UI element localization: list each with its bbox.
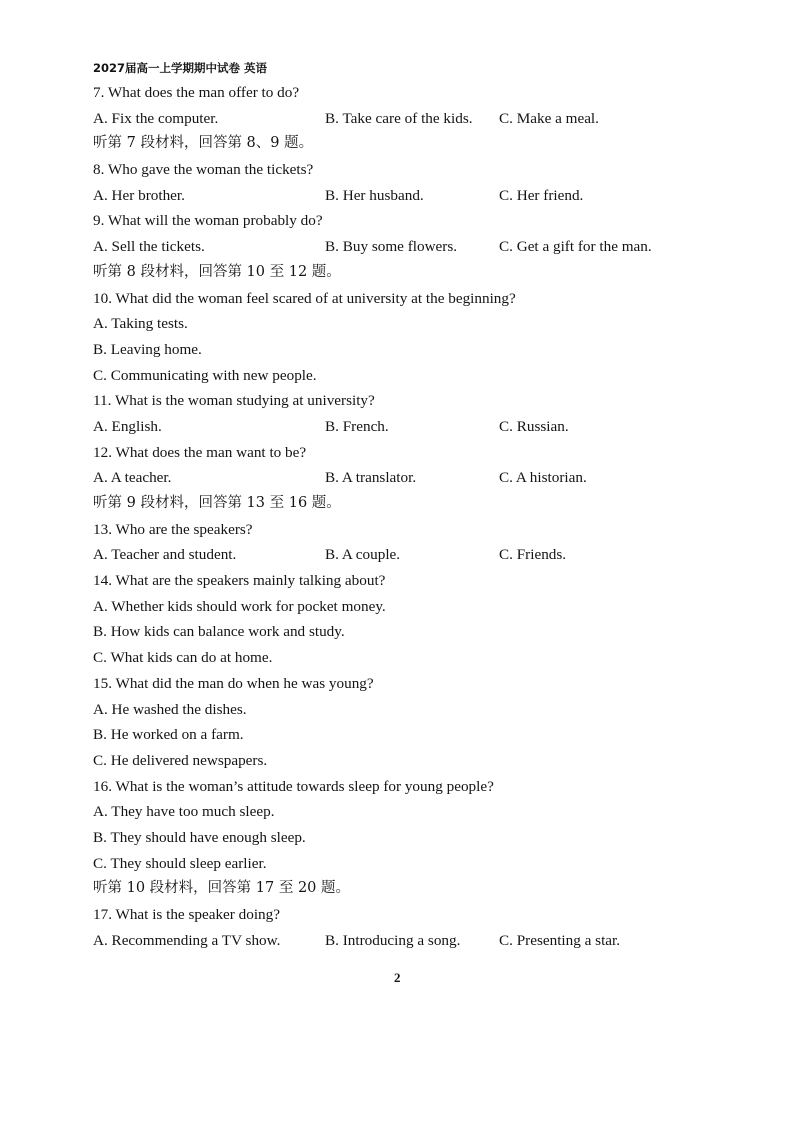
option-b: B. Her husband. [325,186,424,204]
question-line: B. Leaving home. [93,340,202,358]
question-line: B. How kids can balance work and study. [93,623,345,641]
options-row [93,465,733,491]
question-line: 14. What are the speakers mainly talking about? [93,572,386,590]
question-line: B. They should have enough sleep. [93,828,306,846]
option-b: B. A couple. [325,546,401,564]
page-number: 2 [394,970,401,985]
option-a: A. Teacher and student. [93,546,237,564]
option-c: C. Russian. [499,417,569,435]
option-b: B. Introducing a song. [325,931,461,949]
option-b: B. French. [325,417,389,435]
question-list [93,80,733,953]
question-line: 8. Who gave the woman the tickets? [93,161,314,179]
question-line: A. He washed the dishes. [93,700,247,718]
option-a: A. A teacher. [93,469,172,487]
option-a: A. English. [93,417,162,435]
question-line: 11. What is the woman studying at university? [93,392,375,410]
options-row [93,234,733,260]
option-c: C. Her friend. [499,186,584,204]
question-line: B. He worked on a farm. [93,726,244,744]
options-row [93,106,733,132]
question-line: A. Taking tests. [93,315,188,333]
options-row [93,542,733,568]
option-b: B. A translator. [325,469,417,487]
options-row [93,414,733,440]
section-instruction: 听第 9 段材料，回答第 13 至 16 题。 [93,495,341,511]
question-line: 9. What will the woman probably do? [93,212,323,230]
question-line: 10. What did the woman feel scared of at university at the beginning? [93,289,516,307]
options-row [93,183,733,209]
option-a: A. Recommending a TV show. [93,931,281,949]
question-line: C. He delivered newspapers. [93,751,268,769]
question-line: 12. What does the man want to be? [93,443,307,461]
question-line: 16. What is the woman’s attitude towards sleep for young people? [93,777,494,795]
exam-header: 2027届高一上学期期中试卷 英语 [93,61,268,75]
section-instruction: 听第 8 段材料，回答第 10 至 12 题。 [93,263,341,280]
question-line: A. They have too much sleep. [93,803,275,821]
option-c: C. Get a gift for the man. [499,238,652,256]
option-b: B. Take care of the kids. [325,109,473,127]
option-c: C. Presenting a star. [499,931,621,949]
option-c: C. Friends. [499,546,567,564]
options-row [93,928,733,954]
question-line: 7. What does the man offer to do? [93,84,300,101]
question-line: C. What kids can do at home. [93,649,273,667]
option-a: A. Sell the tickets. [93,238,205,256]
option-a: A. Her brother. [93,186,185,204]
question-line: 17. What is the speaker doing? [93,906,280,923]
option-c: C. A historian. [499,469,587,487]
section-instruction: 听第 7 段材料，回答第 8、9 题。 [93,135,314,152]
question-line: 15. What did the man do when he was young? [93,674,374,692]
question-line: C. They should sleep earlier. [93,854,267,872]
option-b: B. Buy some flowers. [325,238,458,256]
section-instruction: 听第 10 段材料，回答第 17 至 20 题。 [93,880,351,897]
question-line: C. Communicating with new people. [93,366,317,384]
option-a: A. Fix the computer. [93,109,219,127]
question-line: A. Whether kids should work for pocket money. [93,597,386,615]
option-c: C. Make a meal. [499,109,599,127]
question-line: 13. Who are the speakers? [93,520,253,538]
